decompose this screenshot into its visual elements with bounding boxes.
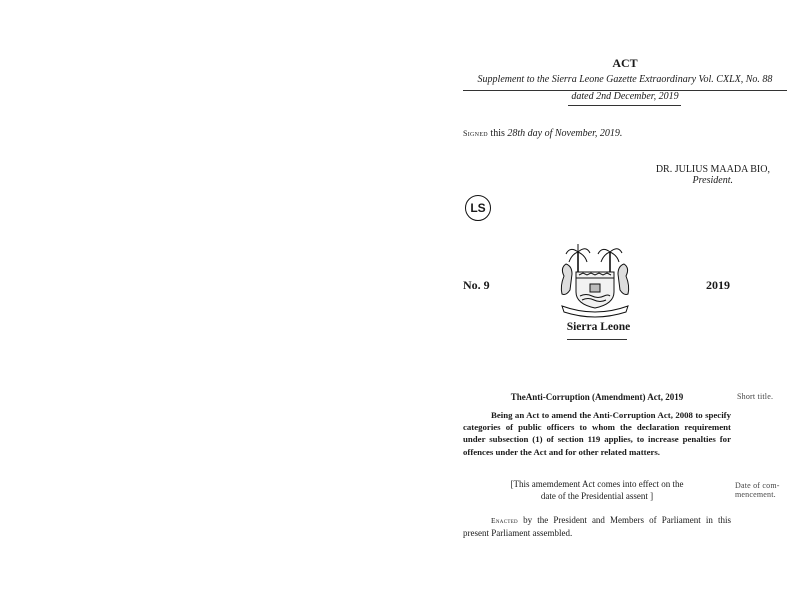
act-number: No. 9 <box>463 278 490 292</box>
date-underline <box>568 105 681 106</box>
signed-date: 28th day of November, 2019. <box>507 128 623 139</box>
enacting-formula <box>463 514 731 539</box>
signatory-name: DR. JULIUS MAADA BIO, <box>655 164 770 175</box>
commencement-line-2: date of the Presidential assent ] <box>540 491 654 501</box>
signatory-title: President. <box>692 175 733 186</box>
enacted-text: by the President and Members of Parliament in this present Parliament assembled. <box>463 515 732 538</box>
signatory-block <box>560 164 793 186</box>
act-heading: ACT <box>612 56 638 70</box>
signed-this: this <box>490 128 505 139</box>
margin-note-commencement: Date of com- mencement. <box>735 481 780 499</box>
commencement-line-1: [This amemdement Act comes into effect on the <box>510 479 684 489</box>
signed-line <box>463 128 622 139</box>
enacted-word: Enacted <box>491 516 518 525</box>
commencement-clause <box>463 478 731 502</box>
gazette-supplement-line: Supplement to the Sierra Leone Gazette Extraordinary Vol. CXLX, No. 88 <box>477 74 773 85</box>
country-name: Sierra Leone <box>566 321 631 333</box>
signed-word: Signed <box>463 129 488 138</box>
ls-seal-icon <box>465 195 491 221</box>
gazette-date: dated 2nd December, 2019 <box>571 91 679 102</box>
coat-of-arms-icon <box>556 242 634 318</box>
long-title: Being an Act to amend the Anti-Corruption Act, 2008 to specify categories of public officers to whom the declaration requirement under subsection (1) of section 119 applies, to increase penalties for offences under the Act and for other related matters. <box>463 410 731 457</box>
margin-note-short-title: Short title. <box>737 392 774 401</box>
ls-label: LS <box>470 201 486 215</box>
short-title: TheAnti-Corruption (Amendment) Act, 2019 <box>510 392 684 402</box>
country-underline <box>567 339 627 340</box>
act-year: 2019 <box>706 278 730 292</box>
